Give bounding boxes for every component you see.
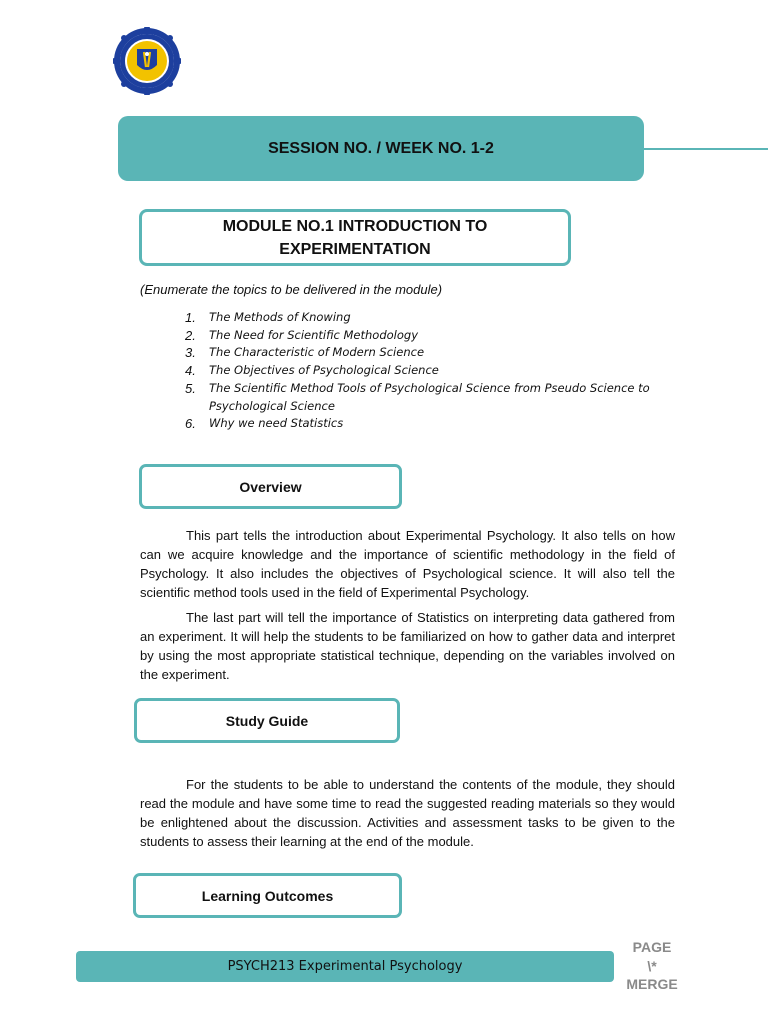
- list-item-number: 6.: [185, 416, 196, 432]
- university-seal-icon: [113, 27, 181, 95]
- list-item: [185, 380, 665, 415]
- list-item: [185, 327, 665, 345]
- list-item-text: The Need for Scientific Methodology: [209, 327, 419, 342]
- list-item-text: The Methods of Knowing: [209, 310, 351, 324]
- overview-paragraph-1: This part tells the introduction about Experimental Psychology. It also tells on how can we acquire knowledge and the importance of scientific methodology in the field of Psychology. It also includes the objectives of Psychological science. It will also tell the scientific method tools used in the field of Experimental Psychology.: [140, 528, 675, 600]
- list-item-number: 5.: [185, 380, 196, 396]
- list-item: [185, 362, 665, 380]
- overview-paragraph-2: The last part will tell the importance of Statistics on interpreting data gathered from an experiment. It will help the students to be familiarized on how to gather data and interpret by using the most appropriate statistical technique, depending on the variables involved on the experiment.: [140, 610, 675, 682]
- study-guide-heading: Study Guide: [225, 712, 309, 729]
- topics-list: [185, 309, 665, 433]
- module-title-line-2: EXPERIMENTATION: [279, 240, 431, 258]
- session-title: SESSION NO. / WEEK NO. 1-2: [268, 139, 494, 157]
- list-item-number: 1.: [185, 310, 196, 325]
- list-item-number: 3.: [185, 345, 196, 361]
- header-divider-line: [644, 148, 768, 150]
- learning-outcomes-heading-box: [133, 873, 402, 918]
- list-item: [185, 344, 665, 362]
- learning-outcomes-heading: Learning Outcomes: [201, 887, 334, 904]
- session-header: [118, 116, 644, 181]
- list-item-text: The Characteristic of Modern Science: [209, 345, 425, 360]
- list-item-text: Why we need Statistics: [209, 416, 344, 431]
- page-field-line-2: \*: [647, 957, 657, 974]
- footer-bar: [76, 951, 614, 982]
- overview-heading: Overview: [239, 478, 302, 495]
- module-title-line-1: MODULE NO.1 INTRODUCTION TO: [222, 217, 488, 235]
- list-item: [185, 309, 665, 327]
- page-field-line-3: MERGE: [626, 976, 678, 992]
- list-item-number: 4.: [185, 363, 196, 379]
- page-field-line-1: PAGE: [632, 939, 672, 955]
- study-guide-heading-box: [134, 698, 400, 743]
- list-item-number: 2.: [185, 327, 196, 343]
- list-item-text: The Scientific Method Tools of Psychological Science from Pseudo Science to Psychological Science: [209, 380, 650, 413]
- module-title-box: [139, 209, 571, 266]
- page-number-field: [612, 938, 692, 994]
- list-item-text: The Objectives of Psychological Science: [209, 363, 439, 378]
- topics-instruction: (Enumerate the topics to be delivered in the module): [140, 282, 443, 297]
- footer-course-title: PSYCH213 Experimental Psychology: [227, 959, 463, 974]
- study-guide-paragraph: For the students to be able to understand the contents of the module, they should read the module and have some time to read the suggested reading materials so they would be enlightened about the discussion. Activities and assessment tasks to be given to the students to assess their learning at the end of the module.: [140, 777, 675, 849]
- overview-heading-box: [139, 464, 402, 509]
- list-item: [185, 415, 665, 433]
